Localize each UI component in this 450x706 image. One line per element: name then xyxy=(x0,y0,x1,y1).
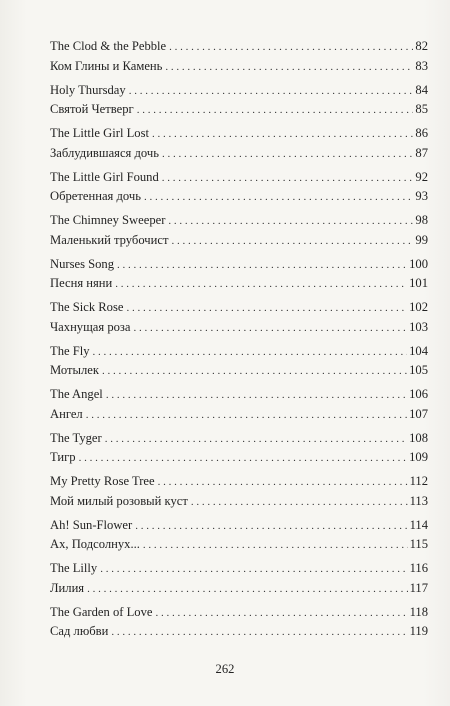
dot-leader xyxy=(106,386,407,406)
toc-entry-title: The Chimney Sweeper xyxy=(50,213,166,227)
toc-entry-russian[interactable] xyxy=(50,361,428,381)
toc-group xyxy=(50,37,428,81)
toc-entry-title: Ангел xyxy=(50,406,83,421)
toc-group xyxy=(50,603,428,647)
toc-entry-page: 105 xyxy=(409,363,428,377)
toc-entry-page: 108 xyxy=(409,430,428,445)
toc-group xyxy=(50,429,428,473)
dot-leader xyxy=(93,343,408,363)
toc-entry-russian[interactable] xyxy=(50,405,428,425)
toc-entry-page: 99 xyxy=(415,232,428,247)
toc-entry-page: 103 xyxy=(409,319,428,334)
toc-group xyxy=(50,81,428,125)
dot-leader xyxy=(162,169,414,189)
toc-entry-english[interactable] xyxy=(50,255,428,275)
toc-entry-title: Ах, Подсолнух... xyxy=(50,537,140,551)
dot-leader xyxy=(165,58,413,78)
toc-entry-title: The Little Girl Found xyxy=(50,169,159,184)
dot-leader xyxy=(134,319,408,339)
toc-entry-title: Ком Глины и Камень xyxy=(50,58,163,73)
toc-entry-page: 93 xyxy=(415,189,428,203)
dot-leader xyxy=(152,125,413,145)
toc-entry-page: 116 xyxy=(409,561,428,575)
toc-entry-title: Святой Четверг xyxy=(50,102,134,116)
toc-entry-russian[interactable] xyxy=(50,318,428,338)
toc-entry-page: 115 xyxy=(409,537,428,551)
toc-entry-russian[interactable] xyxy=(50,492,428,512)
toc-entry-english[interactable] xyxy=(50,342,428,362)
toc-entry-page: 85 xyxy=(415,102,428,116)
toc-entry-page: 100 xyxy=(409,256,428,271)
toc-entry-english[interactable] xyxy=(50,603,428,623)
dot-leader xyxy=(111,623,407,643)
dot-leader xyxy=(86,406,407,426)
dot-leader xyxy=(100,560,407,580)
toc-entry-title: Обретенная дочь xyxy=(50,189,141,203)
toc-entry-title: Заблудившаяся дочь xyxy=(50,145,159,160)
toc-entry-page: 113 xyxy=(409,493,428,508)
dot-leader xyxy=(117,256,407,276)
toc-entry-english[interactable] xyxy=(50,516,428,536)
toc-entry-english[interactable] xyxy=(50,429,428,449)
toc-group xyxy=(50,516,428,560)
toc-entry-russian[interactable] xyxy=(50,144,428,164)
dot-leader xyxy=(102,362,407,382)
dot-leader xyxy=(169,38,413,58)
toc-entry-title: Holy Thursday xyxy=(50,82,126,97)
toc-group xyxy=(50,298,428,342)
toc-entry-page: 118 xyxy=(409,604,428,619)
toc-entry-title: Песня няни xyxy=(50,276,113,290)
toc-entry-title: Мой милый розовый куст xyxy=(50,493,188,508)
toc-entry-english[interactable] xyxy=(50,559,428,579)
dot-leader xyxy=(87,580,407,600)
toc-entry-page: 112 xyxy=(409,474,428,488)
toc-group xyxy=(50,255,428,299)
toc-entry-page: 107 xyxy=(409,406,428,421)
toc-entry-page: 92 xyxy=(415,169,428,184)
dot-leader xyxy=(105,430,407,450)
toc-group xyxy=(50,559,428,603)
toc-group xyxy=(50,211,428,255)
dot-leader xyxy=(115,275,407,295)
toc-entry-title: The Fly xyxy=(50,343,90,358)
toc-entry-title: Nurses Song xyxy=(50,256,115,271)
toc-entry-page: 82 xyxy=(415,39,428,53)
toc-group xyxy=(50,124,428,168)
toc-group xyxy=(50,385,428,429)
toc-entry-page: 86 xyxy=(415,126,428,140)
dot-leader xyxy=(126,299,407,319)
toc-entry-title: Маленький трубочист xyxy=(50,232,169,247)
dot-leader xyxy=(143,536,408,556)
toc-entry-title: The Lilly xyxy=(50,561,98,575)
toc-entry-page: 83 xyxy=(415,58,428,73)
toc-entry-page: 101 xyxy=(409,276,428,290)
toc-entry-english[interactable] xyxy=(50,211,428,231)
toc-entry-english[interactable] xyxy=(50,168,428,188)
toc-entry-english[interactable] xyxy=(50,81,428,101)
toc-entry-russian[interactable] xyxy=(50,187,428,207)
toc-entry-russian[interactable] xyxy=(50,57,428,77)
dot-leader xyxy=(162,145,413,165)
toc-group xyxy=(50,472,428,516)
toc-entry-title: Тигр xyxy=(50,450,76,464)
dot-leader xyxy=(158,473,408,493)
toc-entry-page: 106 xyxy=(409,387,428,401)
toc-entry-page: 104 xyxy=(409,343,428,358)
toc-entry-page: 117 xyxy=(409,580,428,595)
toc-entry-title: The Garden of Love xyxy=(50,604,153,619)
toc-entry-russian[interactable] xyxy=(50,579,428,599)
toc-entry-title: Мотылек xyxy=(50,363,99,377)
page-number: 262 xyxy=(215,662,235,676)
toc-entry-title: The Tyger xyxy=(50,430,102,445)
toc-entry-page: 119 xyxy=(409,624,428,638)
toc-entry-russian[interactable] xyxy=(50,100,428,120)
dot-leader xyxy=(168,212,413,232)
toc-entry-title: The Little Girl Lost xyxy=(50,126,149,140)
dot-leader xyxy=(191,493,408,513)
toc-entry-title: My Pretty Rose Tree xyxy=(50,474,155,488)
toc-entry-russian[interactable] xyxy=(50,448,428,468)
toc-entry-english[interactable] xyxy=(50,298,428,318)
toc-entry-title: The Angel xyxy=(50,387,103,401)
toc-group xyxy=(50,342,428,386)
toc-entry-english[interactable] xyxy=(50,124,428,144)
toc-entry-page: 109 xyxy=(409,450,428,464)
toc-entry-title: Сад любви xyxy=(50,624,109,638)
toc-entry-title: The Sick Rose xyxy=(50,300,124,314)
dot-leader xyxy=(135,517,407,537)
dot-leader xyxy=(171,232,413,252)
toc-entry-title: Чахнущая роза xyxy=(50,319,131,334)
toc-entry-russian[interactable] xyxy=(50,231,428,251)
table-of-contents xyxy=(50,37,428,646)
dot-leader xyxy=(129,82,414,102)
toc-group xyxy=(50,168,428,212)
toc-entry-title: The Clod & the Pebble xyxy=(50,39,167,53)
toc-entry-russian[interactable] xyxy=(50,622,428,642)
toc-entry-title: Ah! Sun-Flower xyxy=(50,517,133,532)
toc-entry-russian[interactable] xyxy=(50,274,428,294)
toc-entry-page: 98 xyxy=(415,213,428,227)
dot-leader xyxy=(137,101,414,121)
dot-leader xyxy=(79,449,408,469)
toc-entry-russian[interactable] xyxy=(50,535,428,555)
toc-entry-title: Лилия xyxy=(50,580,85,595)
toc-entry-page: 84 xyxy=(415,82,428,97)
dot-leader xyxy=(144,188,413,208)
toc-entry-english[interactable] xyxy=(50,472,428,492)
dot-leader xyxy=(155,604,407,624)
toc-entry-page: 102 xyxy=(409,300,428,314)
toc-entry-page: 114 xyxy=(409,517,428,532)
toc-entry-english[interactable] xyxy=(50,37,428,57)
toc-entry-english[interactable] xyxy=(50,385,428,405)
toc-entry-page: 87 xyxy=(415,145,428,160)
